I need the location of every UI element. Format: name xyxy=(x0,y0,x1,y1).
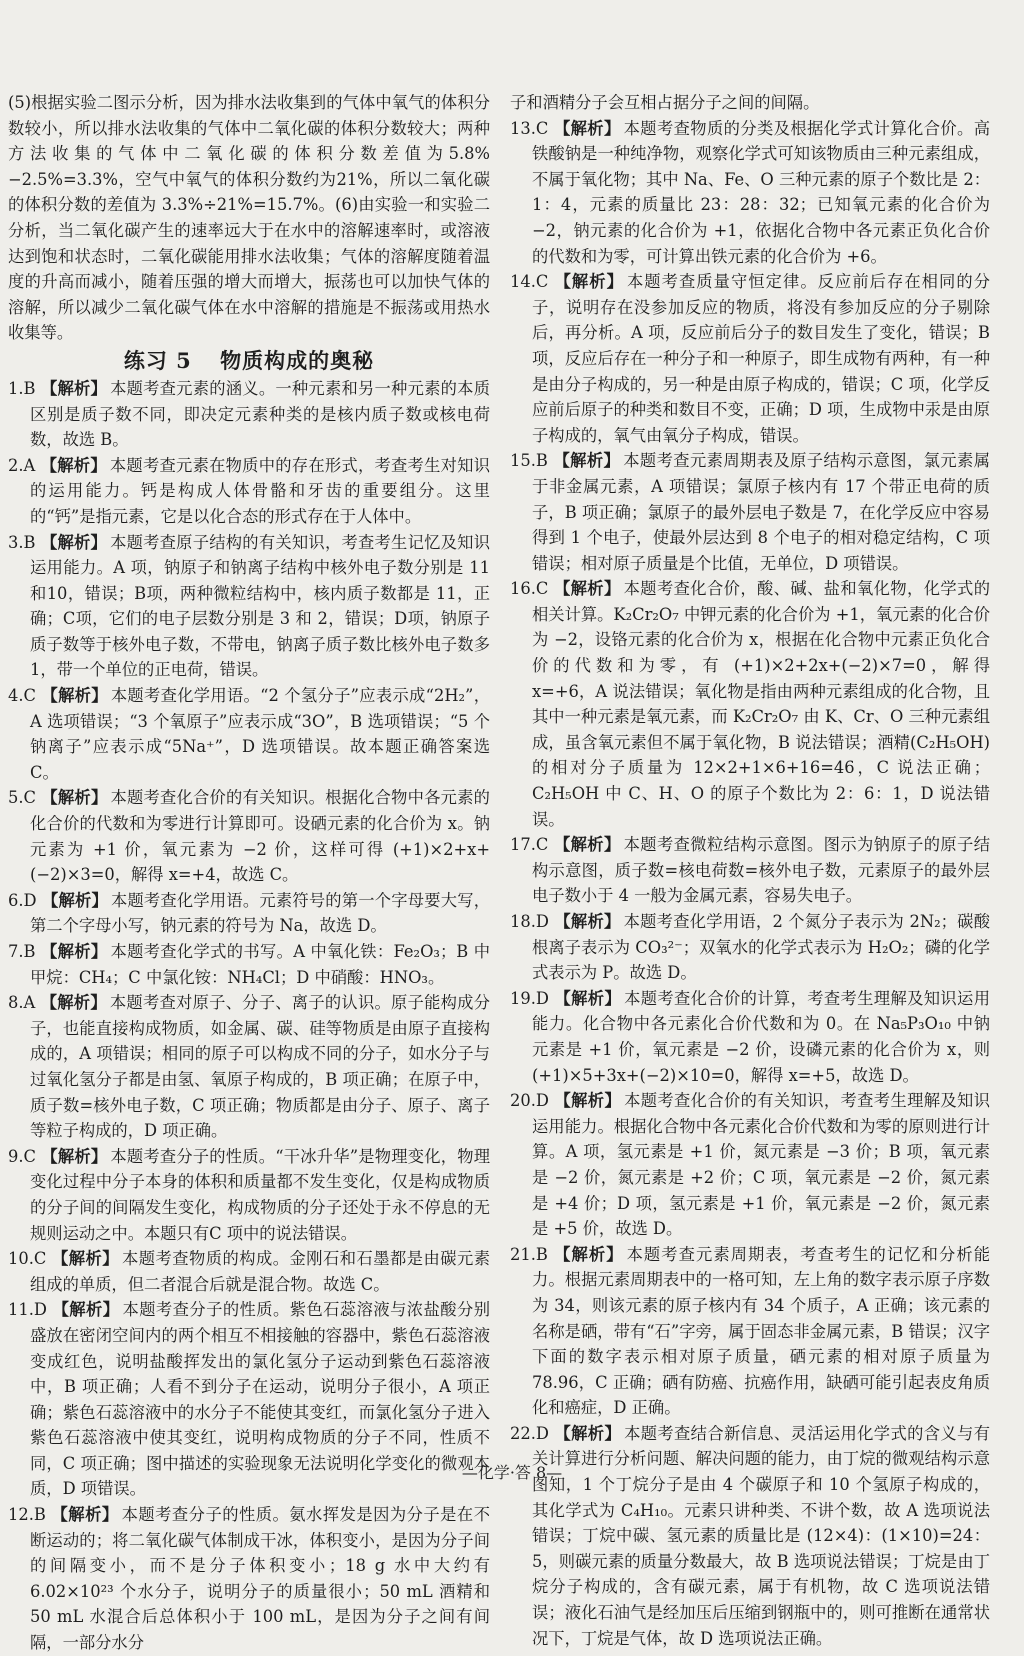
answer-item xyxy=(8,1144,490,1246)
answer-item xyxy=(510,1242,990,1421)
right-answer-list xyxy=(510,116,990,1652)
answer-explanation: 本题考查化合价，酸、碱、盐和氧化物，化学式的相关计算。K₂Cr₂O₇ 中钾元素的化合价为 +1，氧元素的化合价为 −2，设铬元素的化合价为 x，根据在化合物中元素正负化合价的代数和为零，有 (+1)×2+2x+(−2)×7=0，解得 x=+6，A 说法错误；氧化物是指由两种元素组成的化合物，且其中一种元素是氧元素，而 K₂Cr₂O₇ 由 K、Cr、O 三种元素组成，虽含氧元素但不属于氧化物，B 说法错误；酒精(C₂H₅OH)的相对分子质量为 12×2+1×6+16=46，C 说法正确；C₂H₅OH 中 C、H、O 的原子个数比为 2：6：1，D 说法错误。 xyxy=(532,579,990,829)
answer-explanation: 本题考查元素在物质中的存在形式，考查考生对知识的运用能力。钙是构成人体骨骼和牙齿的重要组分。这里的“钙”是指元素，它是以化合态的形式存在于人体中。 xyxy=(30,455,490,526)
analysis-tag: 【解析】 xyxy=(553,451,621,471)
answer-explanation: 本题考查质量守恒定律。反应前后存在相同的分子，说明存在没参加反应的物质，将没有参加反应的分子剔除后，再分析。A 项，反应前后分子的数目发生了变化，错误；B 项，反应后存在一种分子和一种原子，即生成物有两种，有一种是由分子构成的，另一种是由原子构成的，错误；C 项，化学反应前后原子的种类和数目不变，正确；D 项，生成物中汞是由原子构成的，氧气由氧分子构成，错误。 xyxy=(532,272,990,445)
section-label: 练习 5 xyxy=(123,347,192,373)
analysis-tag: 【解析】 xyxy=(553,835,621,855)
right-column xyxy=(510,90,990,1651)
answer-number: 12.B xyxy=(8,1505,46,1525)
answer-number: 5.C xyxy=(8,788,36,808)
answer-explanation: 本题考查化合价的有关知识。根据化合物中各元素的化合价的代数和为零进行计算即可。设硒元素的化合价为 x。钠元素为 +1 价，氧元素为 −2 价，这样可得 (+1)×2+x+(−2)×3=0，解得 x=+4，故选 C。 xyxy=(30,788,490,885)
analysis-tag: 【解析】 xyxy=(41,942,108,961)
answer-number: 17.C xyxy=(510,835,549,855)
answer-number: 21.B xyxy=(510,1244,548,1264)
answer-item xyxy=(510,448,990,576)
answer-number: 18.D xyxy=(510,912,549,931)
section-title: 物质构成的奥秘 xyxy=(220,347,375,373)
answer-item xyxy=(510,909,990,986)
analysis-tag: 【解析】 xyxy=(553,118,621,138)
answer-number: 15.B xyxy=(510,451,548,471)
analysis-tag: 【解析】 xyxy=(554,912,621,931)
answer-number: 13.C xyxy=(510,118,549,138)
answer-explanation: 本题考查化学用语。“2 个氢分子”应表示成“2H₂”，A 选项错误；“3 个氧原子”应表示成“3O”，B 选项错误；“5 个钠离子”应表示成“5Na⁺”，D 选项错误。故本题正确答案选 C。 xyxy=(30,686,490,782)
section-heading xyxy=(8,346,490,376)
answer-item xyxy=(510,1088,990,1242)
answer-explanation: 本题考查化学用语。元素符号的第一个字母要大写，第二个字母小写，钠元素的符号为 Na，故选 D。 xyxy=(30,890,490,936)
page-footer: —化学·答 8— xyxy=(461,1463,563,1482)
answer-number: 1.B xyxy=(8,378,36,398)
answer-number: 3.B xyxy=(8,532,36,552)
analysis-tag: 【解析】 xyxy=(554,988,622,1008)
analysis-tag: 【解析】 xyxy=(52,1300,120,1320)
answer-number: 8.A xyxy=(8,993,36,1013)
answer-item xyxy=(8,683,490,785)
answer-item xyxy=(8,939,490,990)
answer-number: 9.C xyxy=(8,1146,36,1166)
answer-number: 4.C xyxy=(8,686,36,706)
analysis-tag: 【解析】 xyxy=(41,890,108,910)
answer-explanation: 本题考查分子的性质。紫色石蕊溶液与浓盐酸分别盛放在密闭空间内的两个相互不相接触的容器中，紫色石蕊溶液变成红色，说明盐酸挥发出的氯化氢分子运动到紫色石蕊溶液中，B 项正确；人看不到分子在运动，说明分子很小，A 项正确；紫色石蕊溶液中的水分子不能使其变红，而氯化氢分子进入紫色石蕊溶液中使其变红，说明构成物质的分子不同，性质不同，C 项正确；图中描述的实验现象无法说明化学变化的微观本质，D 项错误。 xyxy=(30,1300,490,1499)
analysis-tag: 【解析】 xyxy=(554,1091,622,1111)
answer-explanation: 本题考查元素周期表，考查考生的记忆和分析能力。根据元素周期表中的一格可知，左上角的数字表示原子序数为 34，则该元素的原子核内有 34 个质子，A 正确；该元素的名称是硒，带有“石”字旁，属于固态非金属元素，B 错误；汉字下面的数字表示相对原子质量，硒元素的相对原子质量为 78.96，C 正确；硒有防癌、抗癌作用，缺硒可能引起表皮角质化和癌症，D 正确。 xyxy=(532,1244,990,1418)
answer-item xyxy=(8,453,490,530)
answer-number: 20.D xyxy=(510,1091,549,1111)
answer-item xyxy=(8,376,490,453)
answer-item xyxy=(8,1246,490,1297)
answer-number: 19.D xyxy=(510,988,549,1008)
analysis-tag: 【解析】 xyxy=(554,272,624,292)
answer-explanation: 本题考查物质的构成。金刚石和石墨都是由碳元素组成的单质，但二者混合后就是混合物。故选 C。 xyxy=(30,1249,490,1294)
analysis-tag: 【解析】 xyxy=(40,378,108,398)
answer-number: 14.C xyxy=(510,272,549,292)
analysis-tag: 【解析】 xyxy=(41,686,108,706)
analysis-tag: 【解析】 xyxy=(553,579,621,599)
answer-explanation: 本题考查元素的涵义。一种元素和另一种元素的本质区别是质子数不同，即决定元素种类的是核内质子数或核电荷数，故选 B。 xyxy=(30,378,490,450)
answer-explanation: 本题考查分子的性质。氨水挥发是因为分子是在不断运动的；将二氧化碳气体制成干冰，体积变小，是因为分子间的间隔变小，而不是分子体积变小；18 g 水中大约有 6.02×10²³ 个水分子，说明分子的质量很小；50 mL 酒精和 50 mL 水混合后总体积小于 100 mL，是因为分子之间有间隔，一部分水分 xyxy=(30,1505,490,1653)
left-column xyxy=(8,90,490,1656)
analysis-tag: 【解析】 xyxy=(554,1244,624,1264)
analysis-tag: 【解析】 xyxy=(40,993,107,1013)
answer-explanation: 本题考查分子的性质。“干冰升华”是物理变化，物理变化过程中分子本身的体积和质量都不发生变化，仅是构成物质的分子间的间隔发生变化，构成物质的分子还处于永不停息的无规则运动之中。本题只有C 项中的说法错误。 xyxy=(30,1146,490,1243)
answer-item xyxy=(8,888,490,939)
answer-item xyxy=(510,832,990,909)
answer-number: 7.B xyxy=(8,942,36,961)
answer-number: 10.C xyxy=(8,1249,47,1269)
answer-item xyxy=(510,576,990,832)
answer-explanation: 本题考查化学用语，2 个氮分子表示为 2N₂；碳酸根离子表示为 CO₃²⁻；双氧水的化学式表示为 H₂O₂；磷的化学式表示为 P。故选 D。 xyxy=(532,912,990,983)
answer-explanation: 本题考查化合价的计算，考查考生理解及知识运用能力。化合物中各元素化合价代数和为 0。在 Na₅P₃O₁₀ 中钠元素是 +1 价，氧元素是 −2 价，设磷元素的化合价为 x，则 (+1)×5+3x+(−2)×10=0，解得 x=+5，故选 D。 xyxy=(532,988,990,1085)
answer-item xyxy=(8,530,490,684)
answer-explanation: 本题考查微粒结构示意图。图示为钠原子的原子结构示意图，质子数=核电荷数=核外电子数，元素原子的最外层电子数小于 4 一般为金属元素，容易失电子。 xyxy=(532,835,990,906)
answer-item xyxy=(510,116,990,270)
analysis-tag: 【解析】 xyxy=(41,1146,108,1166)
answer-number: 11.D xyxy=(8,1300,47,1320)
answer-number: 16.C xyxy=(510,579,549,599)
answer-item xyxy=(510,269,990,448)
answer-item xyxy=(510,1421,990,1651)
answer-explanation: 本题考查化合价的有关知识，考查考生理解及知识运用能力。根据化合物中各元素化合价代数和为零的原则进行计算。A 项，氢元素是 +1 价，氮元素是 −3 价；B 项，氧元素是 −2 价，氮元素是 +2 价；C 项，氧元素是 −2 价，氮元素是 +4 价；D 项，氢元素是 +1 价，氧元素是 −2 价，氮元素是 +5 价，故选 D。 xyxy=(532,1091,990,1239)
answer-number: 2.A xyxy=(8,455,36,475)
analysis-tag: 【解析】 xyxy=(40,455,107,475)
answer-explanation: 本题考查物质的分类及根据化学式计算化合价。高铁酸钠是一种纯净物，观察化学式可知该物质由三种元素组成，不属于氧化物；其中 Na、Fe、O 三种元素的原子个数比是 2：1：4，元素的质量比 23：28：32；已知氧元素的化合价为−2，钠元素的化合价为 +1，依据化合物中各元素正负化合价的代数和为零，可计算出铁元素的化合价为 +6。 xyxy=(532,118,990,266)
experiment-analysis-paragraph: (5)根据实验二图示分析，因为排水法收集到的气体中氧气的体积分数较小，所以排水法收集的气体中二氧化碳的体积分数较大；两种方法收集的气体中二氧化碳的体积分数差值为5.8%−2.5%=3.3%，空气中氧气的体积分数约为21%，所以二氧化碳的体积分数的差值为 3.3%÷21%=15.7%。(6)由实验一和实验二分析，当二氧化碳产生的速率远大于在水中的溶解速率时，或溶液达到饱和状态时，二氧化碳能用排水法收集；气体的溶解度随着温度的升高而减小，随着压强的增大而增大，振荡也可以加快气体的溶解，所以减少二氧化碳气体在水中溶解的措施是不振荡或用热水收集等。 xyxy=(8,93,490,343)
answer-item xyxy=(8,785,490,887)
answer-number: 22.D xyxy=(510,1423,549,1443)
analysis-tag: 【解析】 xyxy=(41,788,108,808)
analysis-tag: 【解析】 xyxy=(554,1423,622,1443)
continued-answer-text: 子和酒精分子会互相占据分子之间的间隔。 xyxy=(510,93,820,112)
answer-item xyxy=(8,990,490,1144)
answer-item xyxy=(8,1502,490,1656)
analysis-tag: 【解析】 xyxy=(52,1249,120,1269)
answer-explanation: 本题考查原子结构的有关知识，考查考生记忆及知识运用能力。A 项，钠原子和钠离子结构中核外电子数分别是 11和10，错误；B项，两种微粒结构中，核内质子数都是 11，正确；C项，它们的电子层数分别是 3 和 2，错误；D项，钠原子质子数等于核外电子数，不带电，钠离子质子数比核外电子数多 1，带一个单位的正电荷，错误。 xyxy=(30,532,490,680)
analysis-tag: 【解析】 xyxy=(40,532,108,552)
answer-number: 6.D xyxy=(8,890,37,910)
answer-explanation: 本题考查对原子、分子、离子的认识。原子能构成分子，也能直接构成物质，如金属、碳、硅等物质是由原子直接构成的，A 项错误；相同的原子可以构成不同的分子，如水分子与过氧化氢分子都是由氢、氧原子构成的，B 项正确；在原子中，质子数=核外电子数，C 项正确；物质都是由分子、原子、离子等粒子构成的，D 项正确。 xyxy=(30,993,490,1141)
answer-explanation: 本题考查结合新信息、灵活运用化学式的含义与有关计算进行分析问题、解决问题的能力，由丁烷的微观结构示意图知，1 个丁烷分子是由 4 个碳原子和 10 个氢原子构成的，其化学式为 C₄H₁₀。元素只讲种类、不讲个数，故 A 选项说法错误；丁烷中碳、氢元素的质量比是 (12×4)：(1×10)=24：5，则碳元素的质量分数最大，故 B 选项说法错误；丁烷是由丁烷分子构成的，含有碳元素，属于有机物，故 C 选项说法错误；液化石油气是经加压后压缩到钢瓶中的，则可推断在通常状况下，丁烷是气体，故 D 选项说法正确。 xyxy=(532,1423,990,1648)
analysis-tag: 【解析】 xyxy=(51,1505,119,1525)
answer-explanation: 本题考查化学式的书写。A 中氧化铁：Fe₂O₃；B 中甲烷：CH₄；C 中氯化铵：NH₄Cl；D 中硝酸：HNO₃。 xyxy=(30,942,490,987)
answer-item xyxy=(510,986,990,1088)
answer-explanation: 本题考查元素周期表及原子结构示意图，氯元素属于非金属元素，A 项错误；氯原子核内有 17 个带正电荷的质子，B 项正确；氯原子的最外层电子数是 7，在化学反应中容易得到 1 个电子，使最外层达到 8 个电子的相对稳定结构，C 项错误；相对原子质量是个比值，无单位，D 项错误。 xyxy=(532,451,990,573)
